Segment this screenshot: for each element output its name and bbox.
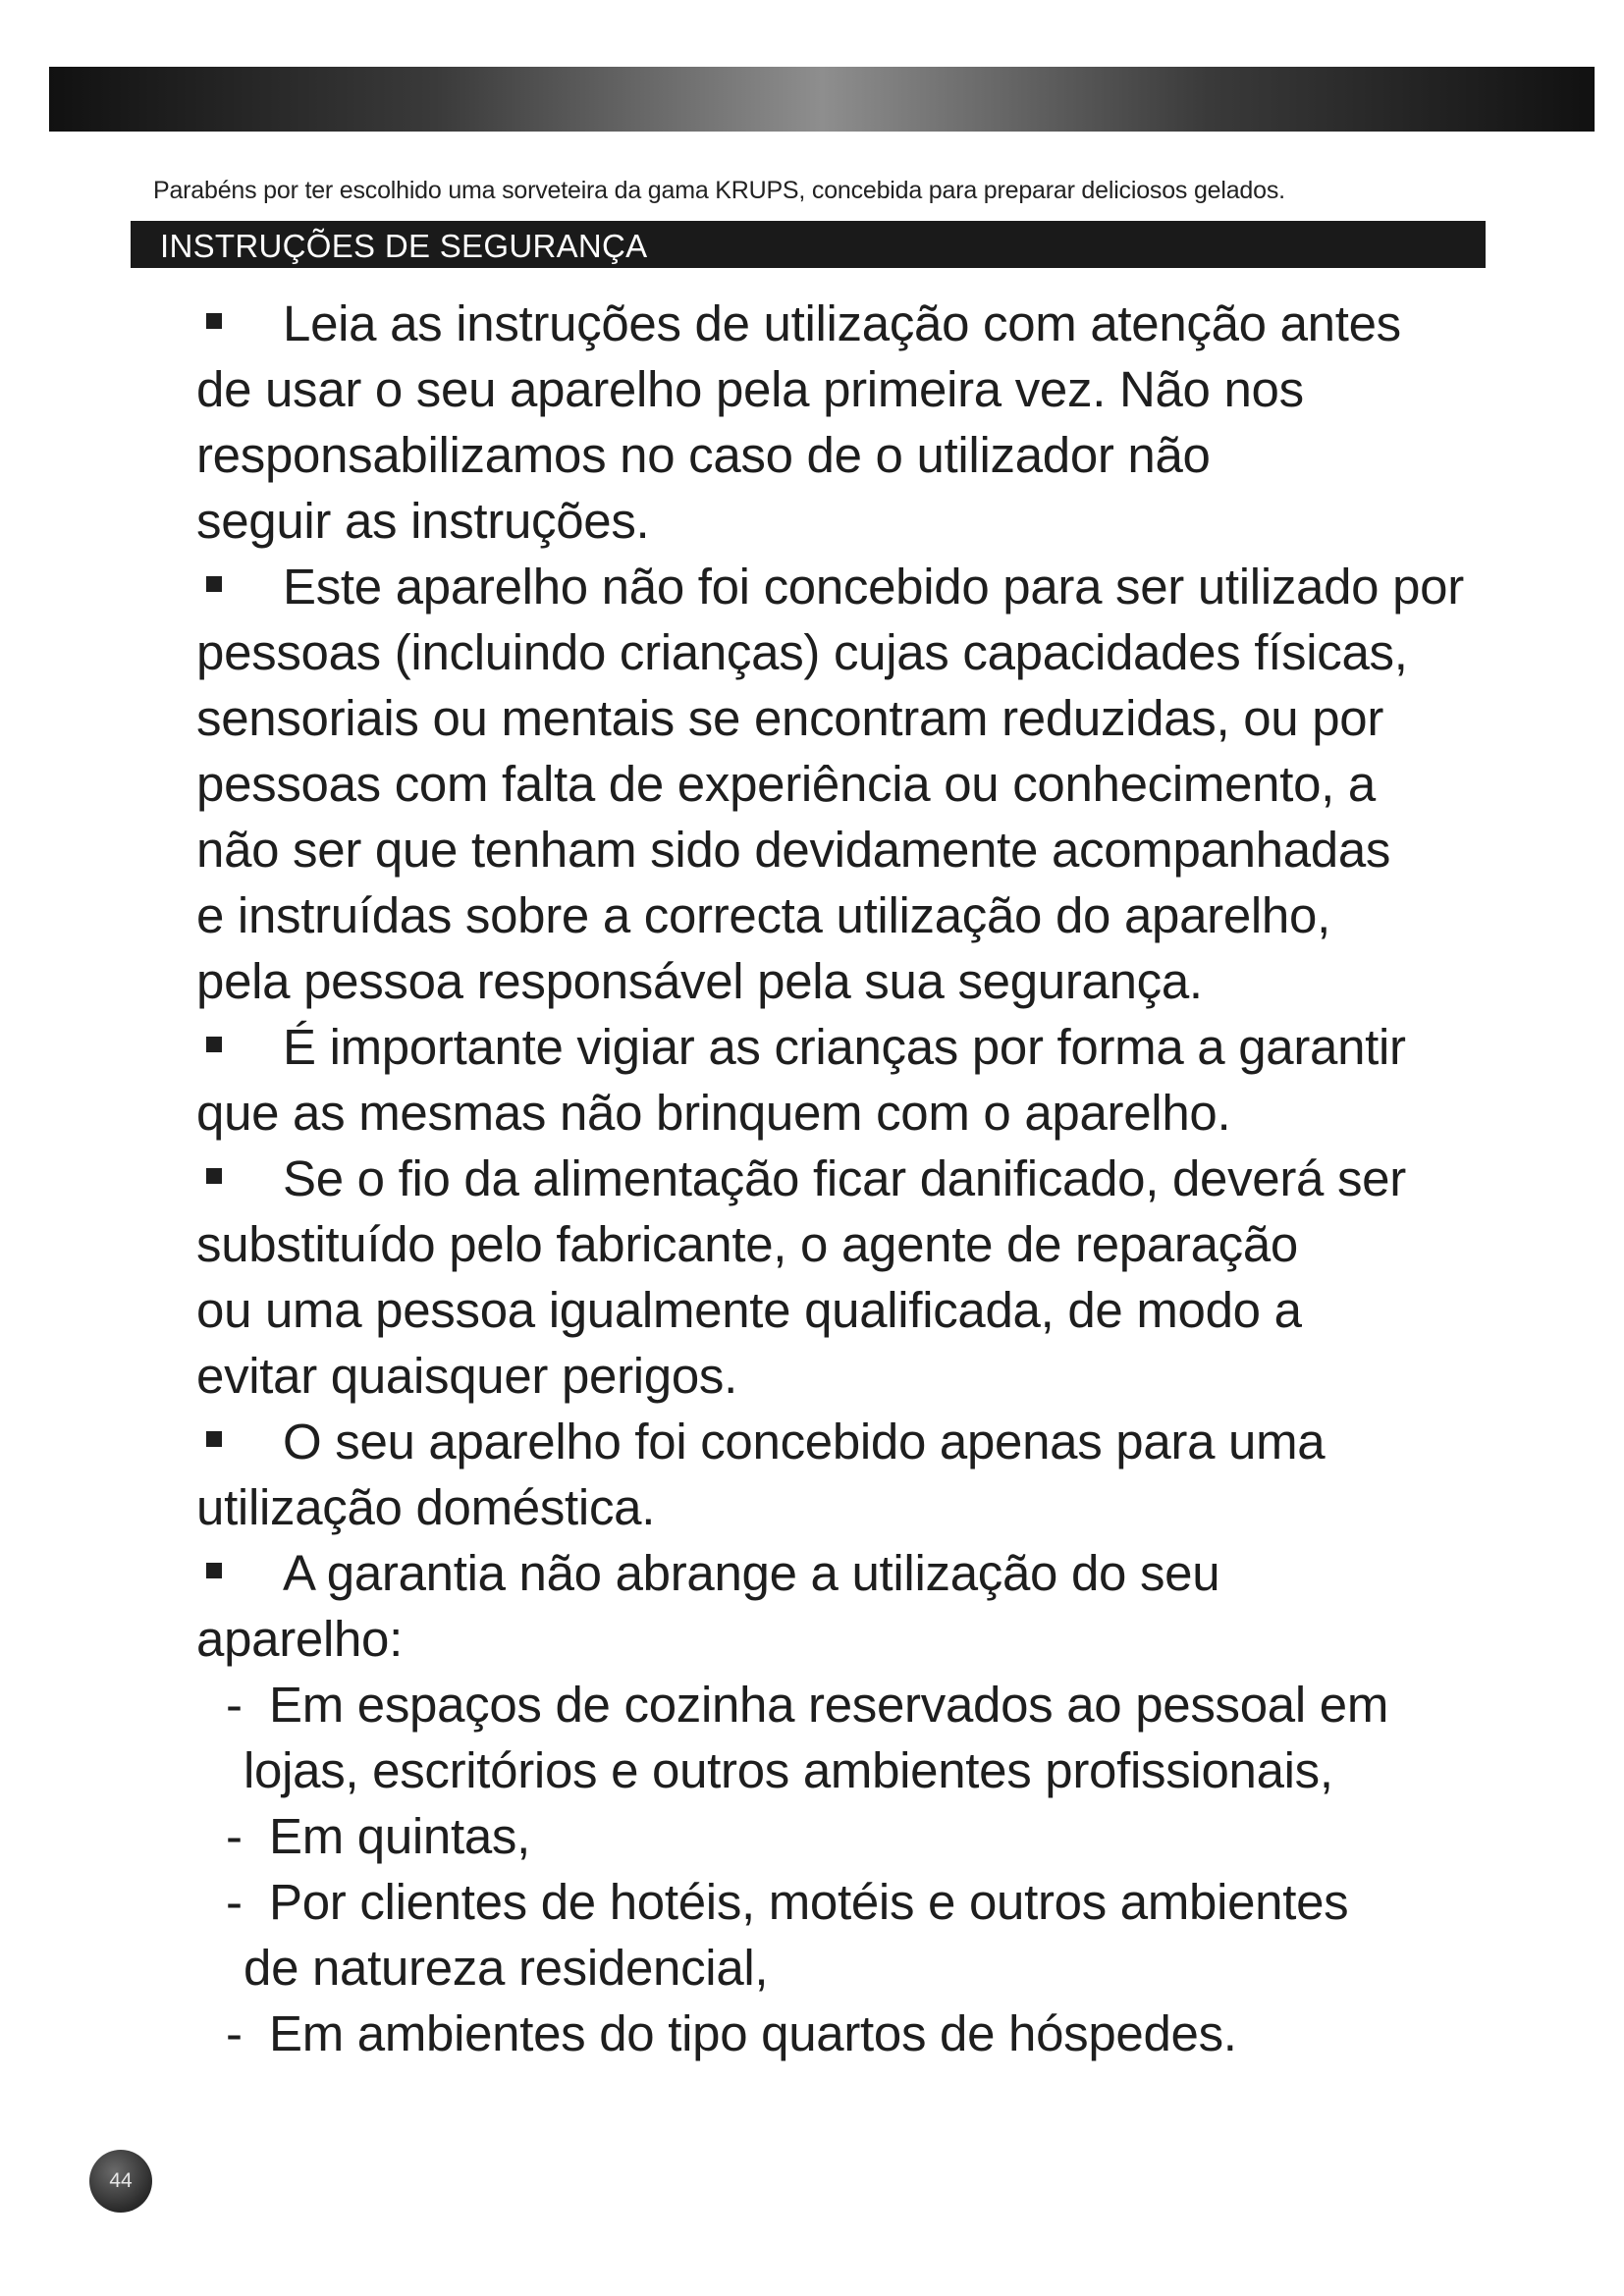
square-bullet-icon	[206, 1563, 222, 1578]
item-line: não ser que tenham sido devidamente acompanhadas	[196, 822, 1391, 878]
dash-marker: -	[226, 1874, 243, 1930]
sub-list-item	[196, 1672, 1561, 1803]
item-first-line: Este aparelho não foi concebido para ser utilizado por	[283, 559, 1464, 614]
item-line: utilização doméstica.	[196, 1479, 656, 1535]
item-line: aparelho:	[196, 1611, 403, 1667]
square-bullet-icon	[206, 313, 222, 329]
sub-list-item	[196, 1803, 1561, 1869]
square-bullet-icon	[206, 1037, 222, 1052]
sub-item-line: de natureza residencial,	[244, 1940, 769, 1996]
list-item	[196, 554, 1561, 1014]
page-number-badge: 44	[89, 2150, 152, 2213]
item-line: ou uma pessoa igualmente qualificada, de modo a	[196, 1282, 1302, 1338]
item-first-line: É importante vigiar as crianças por forma a garantir	[283, 1019, 1406, 1075]
item-line: responsabilizamos no caso de o utilizador não	[196, 427, 1211, 483]
sub-item-line: lojas, escritórios e outros ambientes profissionais,	[244, 1742, 1333, 1798]
intro-text: Parabéns por ter escolhido uma sorveteira da gama KRUPS, concebida para preparar deliciosos gelados.	[153, 177, 1285, 204]
item-first-line: O seu aparelho foi concebido apenas para uma	[283, 1414, 1326, 1469]
square-bullet-icon	[206, 1431, 222, 1447]
item-line: e instruídas sobre a correcta utilização do aparelho,	[196, 887, 1330, 943]
section-header	[131, 221, 1486, 268]
item-first-line: A garantia não abrange a utilização do seu	[283, 1545, 1220, 1601]
square-bullet-icon	[206, 1168, 222, 1184]
sub-list-item	[196, 1869, 1561, 2001]
item-line: pessoas (incluindo crianças) cujas capacidades físicas,	[196, 624, 1408, 680]
list-item	[196, 1146, 1561, 1409]
item-line: pela pessoa responsável pela sua segurança.	[196, 953, 1203, 1009]
safety-instructions-list	[196, 291, 1561, 2066]
dash-marker: -	[226, 1808, 243, 1864]
list-item	[196, 1014, 1561, 1146]
dash-marker: -	[226, 1677, 243, 1733]
item-line: evitar quaisquer perigos.	[196, 1348, 737, 1404]
header-banner-bar	[49, 67, 1595, 132]
list-item	[196, 291, 1561, 554]
item-line: que as mesmas não brinquem com o aparelho.	[196, 1085, 1231, 1141]
square-bullet-icon	[206, 576, 222, 592]
item-line: sensoriais ou mentais se encontram reduzidas, ou por	[196, 690, 1384, 746]
list-item	[196, 1540, 1561, 1672]
sub-item-line: Por clientes de hotéis, motéis e outros ambientes	[269, 1874, 1349, 1930]
sub-item-line: Em espaços de cozinha reservados ao pessoal em	[269, 1677, 1389, 1733]
item-line: pessoas com falta de experiência ou conhecimento, a	[196, 756, 1376, 812]
item-first-line: Se o fio da alimentação ficar danificado, deverá ser	[283, 1150, 1406, 1206]
item-first-line: Leia as instruções de utilização com atenção antes	[283, 295, 1401, 351]
list-item	[196, 1409, 1561, 1540]
section-title: INSTRUÇÕES DE SEGURANÇA	[160, 228, 648, 264]
sub-list-item	[196, 2001, 1561, 2066]
item-line: de usar o seu aparelho pela primeira vez. Não nos	[196, 361, 1304, 417]
sub-item-line: Em ambientes do tipo quartos de hóspedes.	[269, 2005, 1237, 2061]
dash-marker: -	[226, 2005, 243, 2061]
item-line: seguir as instruções.	[196, 493, 650, 549]
item-line: substituído pelo fabricante, o agente de reparação	[196, 1216, 1298, 1272]
sub-item-line: Em quintas,	[269, 1808, 530, 1864]
